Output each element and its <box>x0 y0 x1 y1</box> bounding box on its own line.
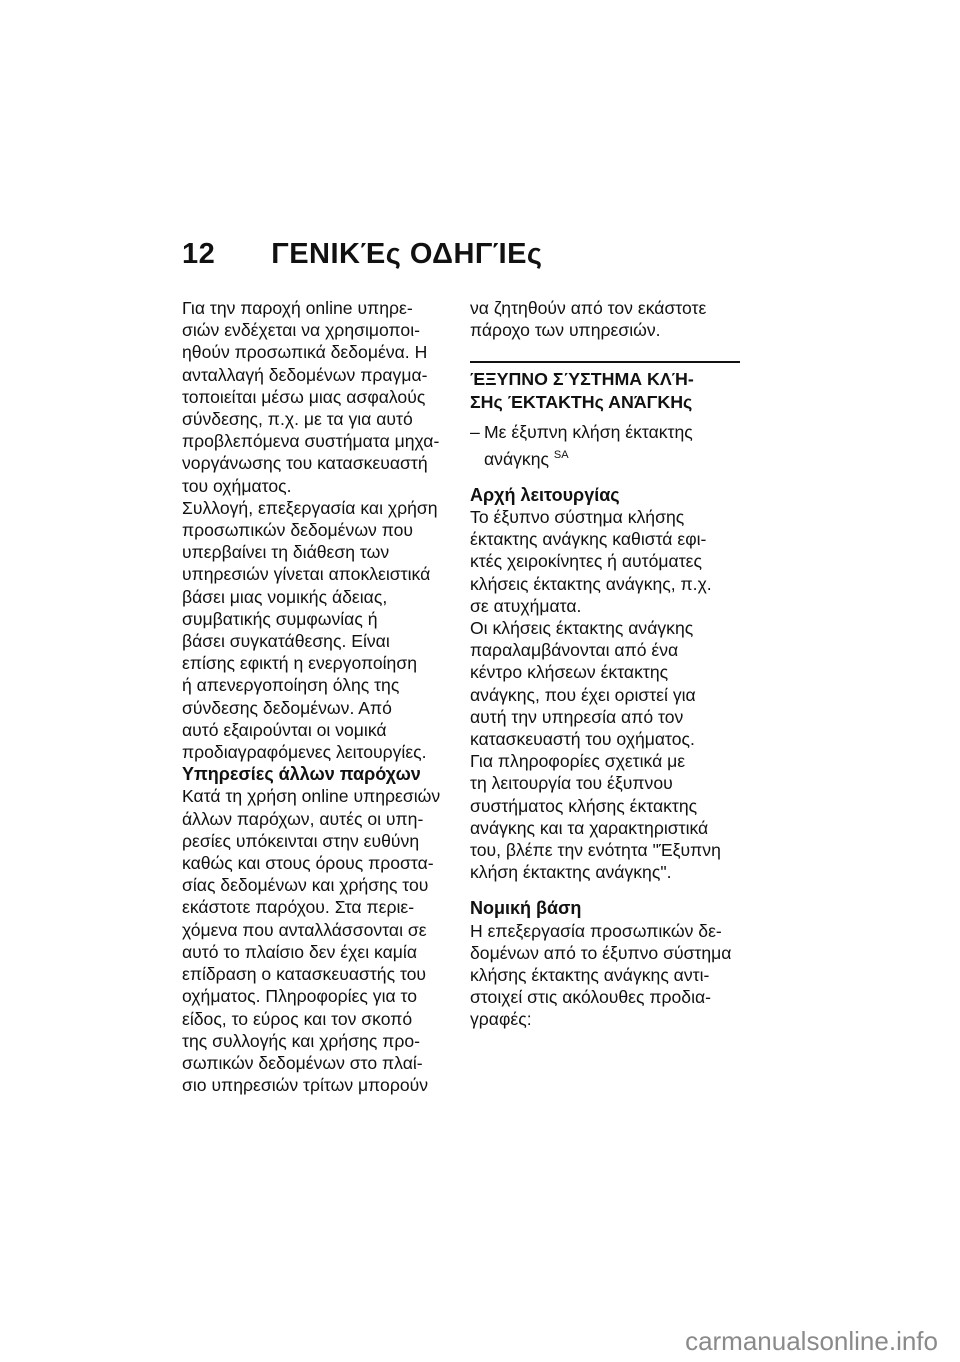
option-sa-marker: SA <box>553 448 569 461</box>
bullet-item <box>470 421 740 469</box>
heading-legal-basis: Νομική βάση <box>470 898 582 919</box>
bullet-dash: – <box>470 422 480 443</box>
paragraph-data-processing: Συλλογή, επεξεργασία και χρήση προσωπικών δεδομένων που υπερβαίνει τη διάθεση των υπηρεσιών γίνεται αποκλειστικά βάσει μιας νομικής άδειας, συμβατικής συμφωνίας ή βάσει συγκατάθεσης. Είναι επίσης εφικτή η ενεργοποίηση ή απενεργοποίηση όλης της σύνδεσης δεδομένων. Από αυτό εξαιρούνται οι νομικά προδιαγραφόμενες λειτουργίες. <box>182 497 438 763</box>
chapter-title: ΓΕΝΙΚΈς ΟΔΗΓΊΕς <box>271 238 543 270</box>
bullet-text <box>484 421 693 469</box>
heading-third-party-services: Υπηρεσίες άλλων παρόχων <box>182 764 421 785</box>
paragraph-legal-basis: Η επεξεργασία προσωπικών δε- δομένων από το έξυπνο σύστημα κλήσης έκτακτης ανάγκης αντι- στοιχεί στις ακόλουθες προδια- γραφές: <box>470 920 732 1030</box>
paragraph-online-services: Για την παροχή online υπηρε- σιών ενδέχεται να χρησιμοποι- ηθούν προσωπικά δεδομένα. Η ανταλλαγή δεδομένων πραγμα- τοποιείται μέσω μιας ασφαλούς σύνδεσης, π.χ. με τα για αυτό προβλεπόμενα συστήματα μηχα- νοργάνωσης του κατασκευαστή του οχήματος. <box>182 298 440 496</box>
bullet-text-body: Με έξυπνη κλήση έκτακτης ανάγκης <box>484 422 693 469</box>
right-column <box>470 297 740 1031</box>
heading-operating-principle: Αρχή λειτουργίας <box>470 484 620 505</box>
page-header <box>182 238 543 271</box>
left-column <box>182 297 454 1096</box>
paragraph-more-info: Για πληροφορίες σχετικά με τη λειτουργία του έξυπνου συστήματος κλήσης έκτακτης ανάγκης και τα χαρακτηριστικά του, βλέπε την ενότητα "Έξυπνη κλήση έκτακτης ανάγκης". <box>470 751 721 883</box>
paragraph-third-party: Κατά τη χρήση online υπηρεσιών άλλων παρόχων, αυτές οι υπη- ρεσίες υπόκεινται στην ευθύνη καθώς και στους όρους προστα- σίας δεδομένων και χρήσης του εκάστοτε παρόχου. Στα περιε- χόμενα που ανταλλάσσονται σε αυτό το πλαίσιο δεν έχει καμία επίδραση ο κατασκευαστής του οχήματος. Πληροφορίες για το είδος, το εύρος και τον σκοπό της συλλογής και χρήσης προ- σωπικών δεδομένων στο πλαί- σιο υπηρεσιών τρίτων μπορούν <box>182 786 441 1096</box>
page-number: 12 <box>182 238 216 270</box>
section-title-emergency-call: ΈΞΥΠΝΟ ΣΎΣΤΗΜΑ ΚΛΉ- ΣΗς ΈΚΤΑΚΤΗς ΑΝΆΓΚΗς <box>470 361 740 413</box>
paragraph-operating-principle: Το έξυπνο σύστημα κλήσης έκτακτης ανάγκης καθιστά εφι- κτές χειροκίνητες ή αυτόματες κλήσεις έκτακτης ανάγκης, π.χ. σε ατυχήματα. <box>470 507 712 616</box>
watermark: carmanualsonline.info <box>685 1326 938 1356</box>
paragraph-continuation: να ζητηθούν από τον εκάστοτε πάροχο των υπηρεσιών. <box>470 298 707 341</box>
paragraph-call-center: Οι κλήσεις έκτακτης ανάγκης παραλαμβάνονται από ένα κέντρο κλήσεων έκτακτης ανάγκης, που έχει οριστεί για αυτή την υπηρεσία από τον κατασκευαστή του οχήματος. <box>470 618 696 750</box>
